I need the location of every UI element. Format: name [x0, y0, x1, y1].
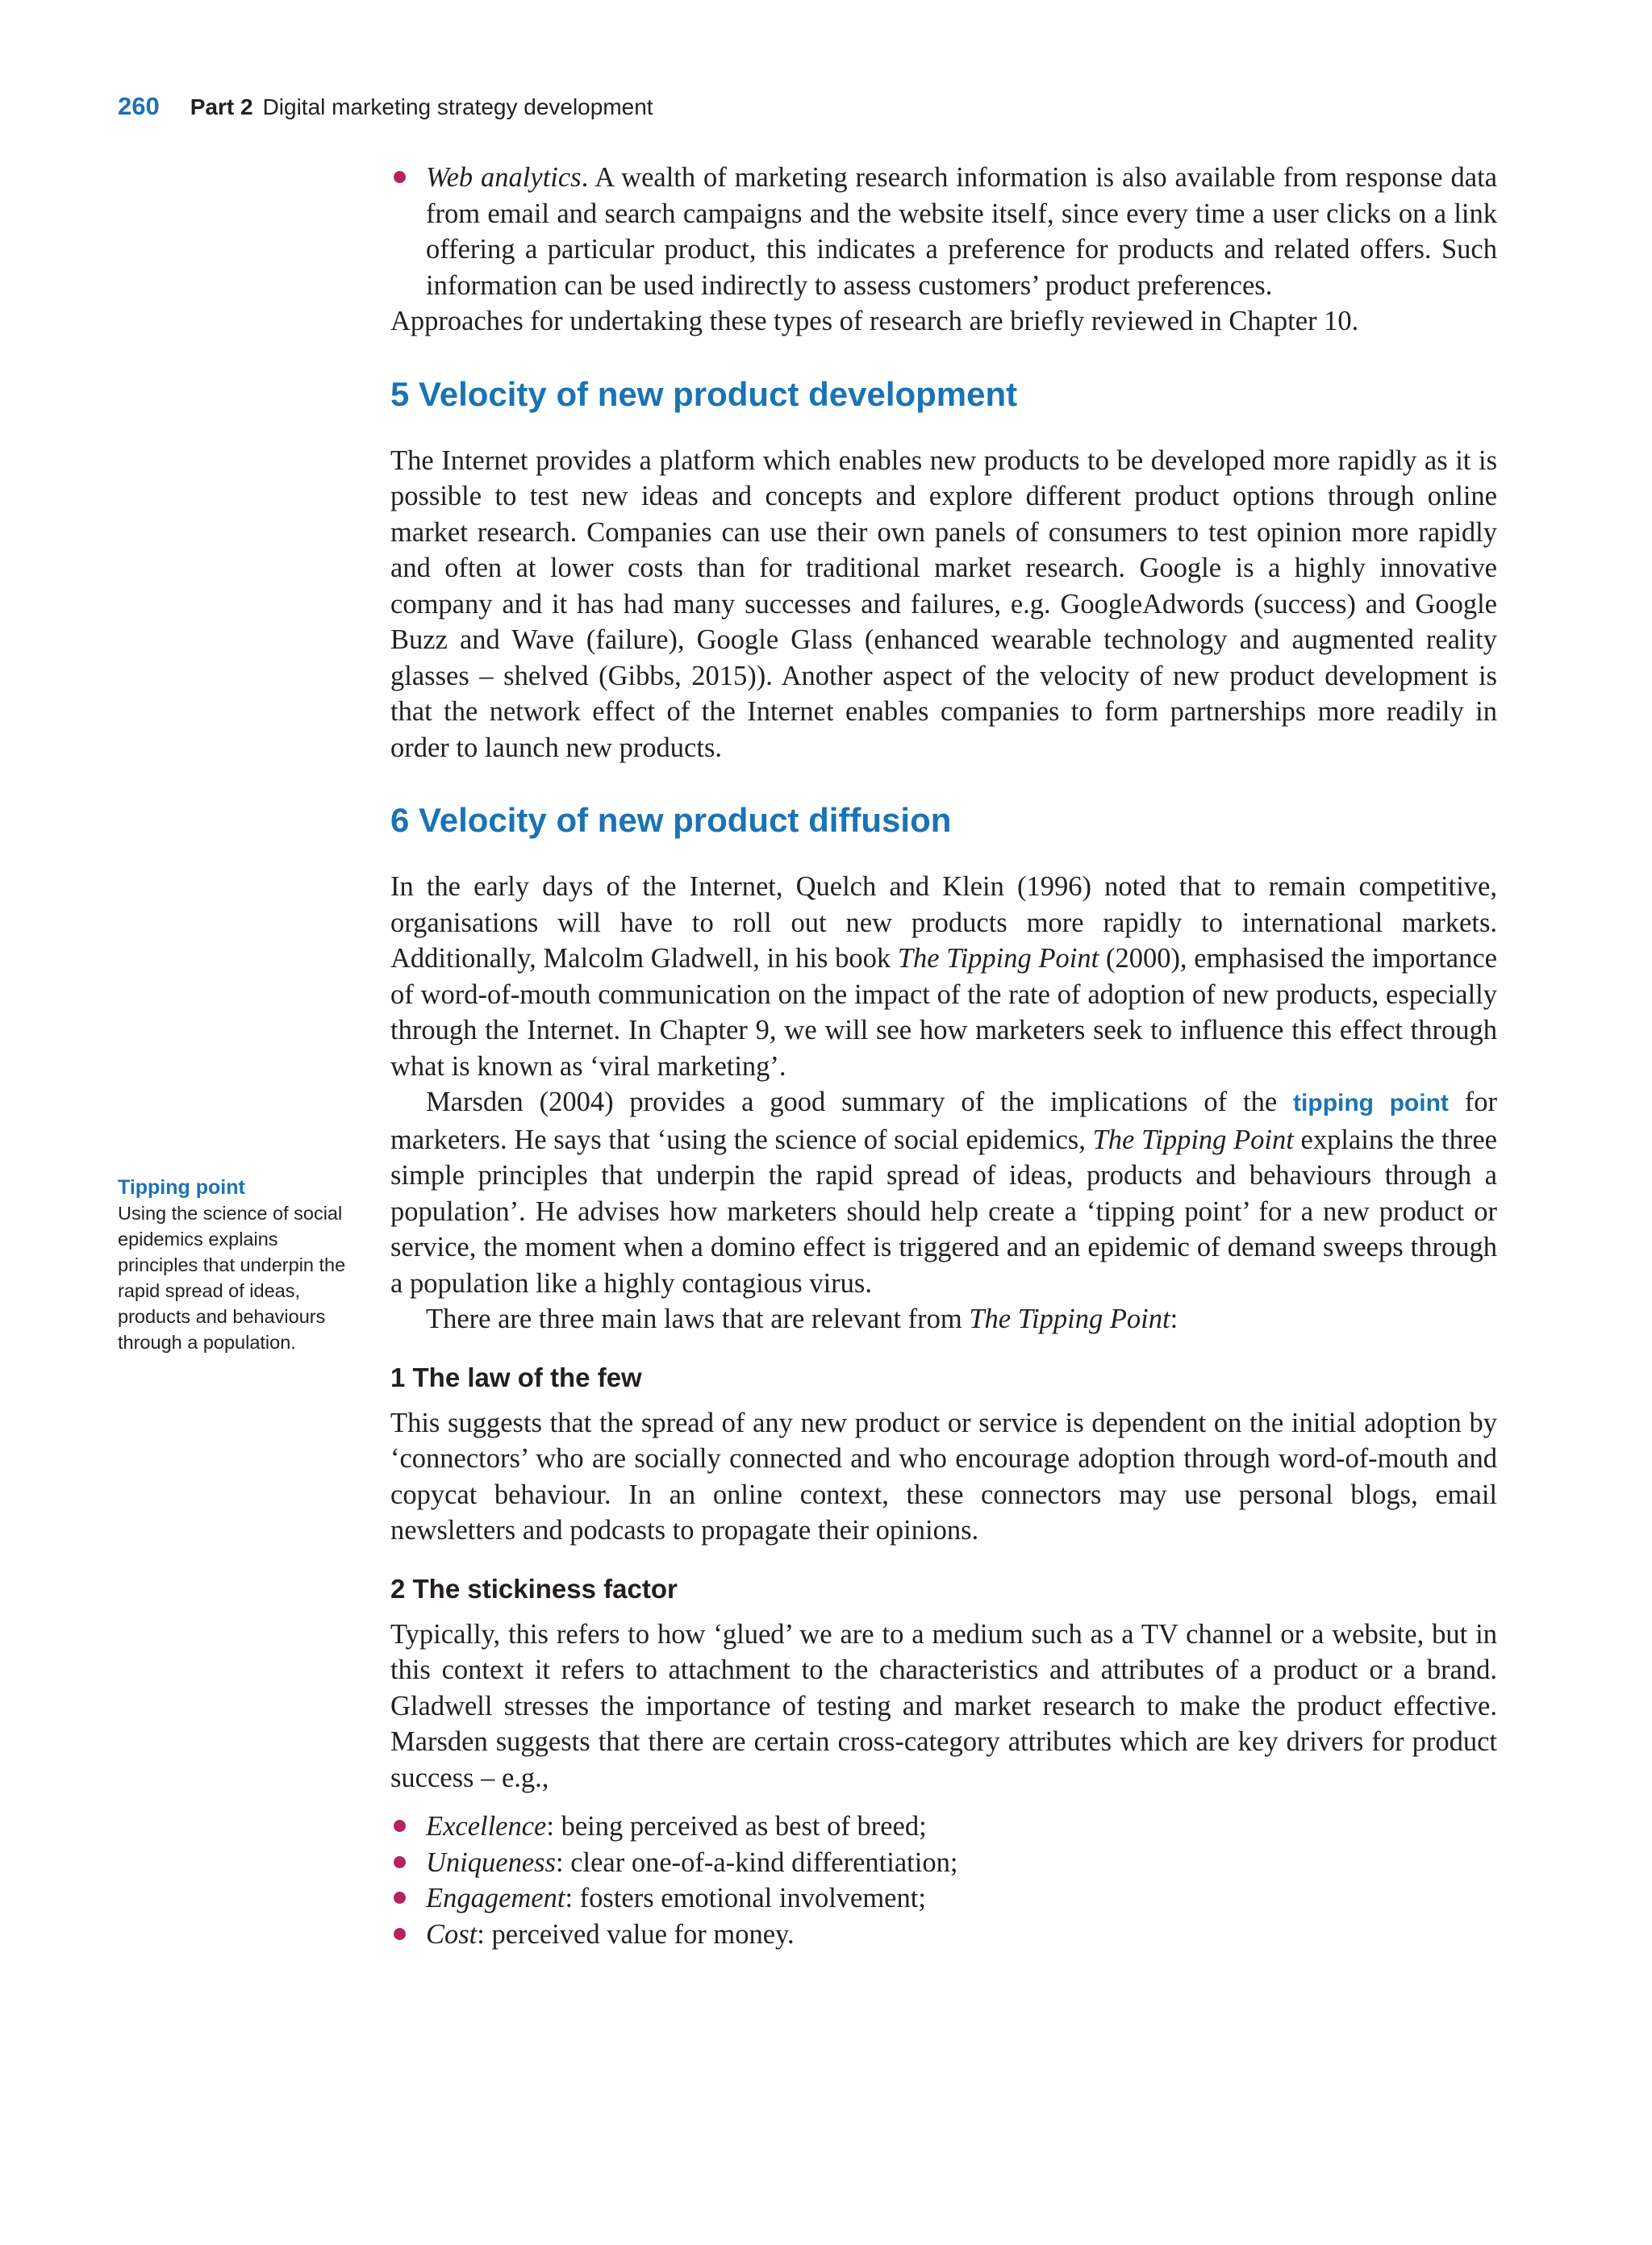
- bullet-dot: [394, 1820, 406, 1832]
- approaches-paragraph: Approaches for undertaking these types of research are briefly reviewed in Chapter 10.: [390, 306, 1359, 336]
- law-1-heading: 1 The law of the few: [390, 1362, 642, 1392]
- book-title: The Tipping Point: [897, 943, 1099, 974]
- list-item: Cost: perceived value for money.: [390, 1917, 1497, 1953]
- section-5-paragraph: The Internet provides a platform which enables new products to be developed more rapidly as it is possible to test new ideas and concepts and explore different product options through online market research. Companies can use their own panels of consumers to test opinion more rapidly and often at lower costs than for traditional market research. Google is a highly innovative company and it has had many successes and failures, e.g. GoogleAdwords (success) and Google Buzz and Wave (failure), Google Glass (enhanced wearable technology and augmented reality glasses – shelved (Gibbs, 2015)). Another aspect of the velocity of new product development is that the network effect of the Internet enables companies to form partnerships more readily in order to launch new products.: [390, 444, 1497, 763]
- glossary-definition: Using the science of social epidemics explains principles that underpin the rapid spread of ideas, products and behaviours through a population.: [118, 1203, 346, 1353]
- bullet-dot: [394, 1892, 406, 1904]
- law-2-paragraph: Typically, this refers to how ‘glued’ we are to a medium such as a TV channel or a website, but in this context it refers to attachment to the characteristics and attributes of a product or a brand. Gladwell stresses the importance of testing and market research to make the product effective. Marsden suggests that there are certain cross-category attributes which are key drivers for product success – e.g.,: [390, 1618, 1497, 1793]
- book-title: The Tipping Point: [1092, 1124, 1294, 1155]
- main-column: [390, 160, 1497, 1952]
- bullet-text: . A wealth of marketing research information is also available from response data from email and search campaigns and the website itself, since every time a user clicks on a link offering a particular product, this indicates a preference for products and related offers. Such information can be used indirectly to assess customers’ product preferences.: [426, 162, 1497, 301]
- list-item: Uniqueness: clear one-of-a-kind differentiation;: [390, 1845, 1497, 1881]
- web-analytics-bullet: [390, 160, 1497, 303]
- section-5-heading: 5 Velocity of new product development: [390, 374, 1018, 413]
- margin-glossary-note: [118, 1175, 357, 1355]
- bullet-dot: [394, 1856, 406, 1868]
- law-2-heading: 2 The stickiness factor: [390, 1573, 678, 1604]
- list-item: Engagement: fosters emotional involvement;: [390, 1880, 1497, 1917]
- bullet-term: Web analytics: [426, 162, 582, 193]
- running-header: [118, 92, 653, 132]
- law-1-paragraph: This suggests that the spread of any new product or service is dependent on the initial adoption by ‘connectors’ who are socially connected and who encourage adoption through word-of-mouth and copycat behaviour. In an online context, these connectors may use personal blogs, email newsletters and podcasts to propagate their opinions.: [390, 1407, 1497, 1546]
- section-6-paragraph-2: Marsden (2004) provides a good summary of the implications of the tipping point for marketers. He says that ‘using the science of social epidemics, The Tipping Point explains the three simple principles that underpin the rapid spread of ideas, products and behaviours through a population’. He advises how marketers should help create a ‘tipping point’ for a new product or service, the moment when a domino effect is triggered and an epidemic of demand sweeps through a population like a highly contagious virus.: [390, 1087, 1497, 1299]
- bullet-dot: [394, 1928, 406, 1940]
- part-label: Part 2: [190, 94, 253, 119]
- section-6-paragraph-1: In the early days of the Internet, Quelch and Klein (1996) noted that to remain competitive, organisations will have to roll out new products more rapidly to international markets. Additionally, Malcolm Gladwell, in his book The Tipping Point (2000), emphasised the importance of word-of-mouth communication on the impact of the rate of adoption of new products, especially through the Internet. In Chapter 9, we will see how marketers seek to influence this effect through what is known as ‘viral marketing’.: [390, 871, 1497, 1082]
- section-6-heading: 6 Velocity of new product diffusion: [390, 801, 952, 839]
- bullet-dot: [394, 171, 406, 183]
- attribute-list: [390, 1809, 1497, 1952]
- section-6-paragraph-3: There are three main laws that are relevant from The Tipping Point:: [426, 1304, 1179, 1334]
- glossary-term: Tipping point: [118, 1176, 245, 1199]
- list-item: Excellence: being perceived as best of breed;: [390, 1809, 1497, 1845]
- keyword-tipping-point: tipping point: [1293, 1090, 1449, 1116]
- section-title: Digital marketing strategy development: [262, 94, 653, 119]
- book-title: The Tipping Point: [969, 1304, 1170, 1334]
- page-number: 260: [118, 92, 160, 120]
